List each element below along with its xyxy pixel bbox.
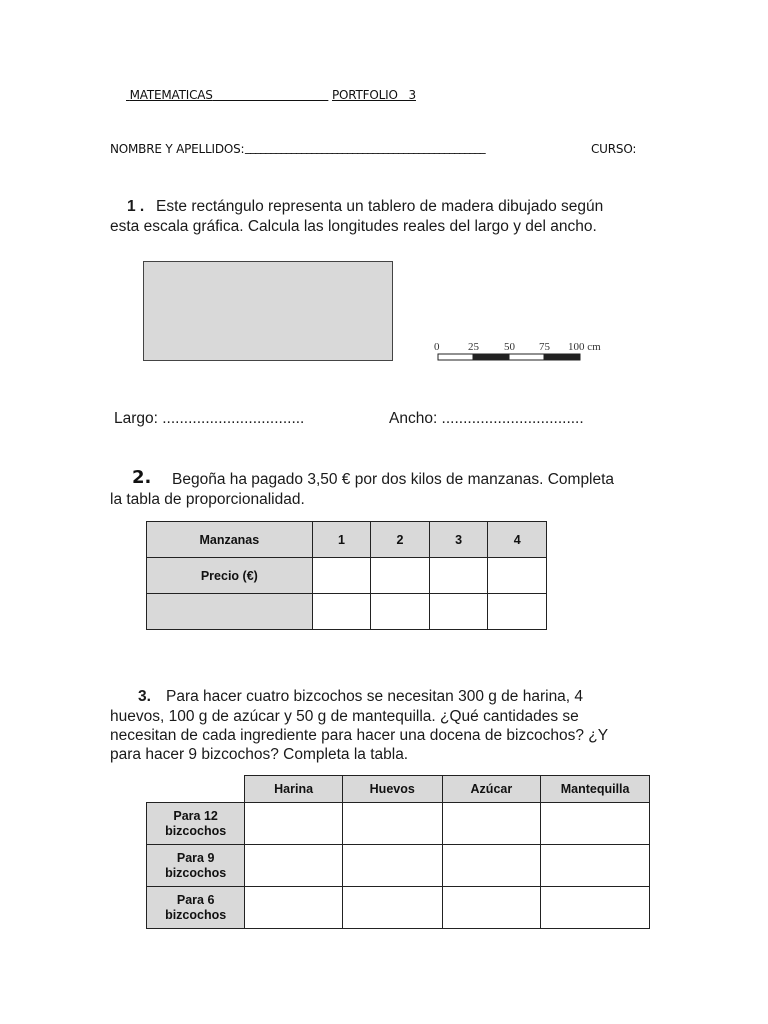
q2-number: 2. — [132, 467, 152, 488]
scale-segment-black — [544, 354, 580, 360]
q1-number: 1 . — [127, 198, 145, 215]
table-cell: 4 — [488, 522, 547, 558]
largo-answer-field[interactable]: Largo: ................................. — [114, 410, 305, 427]
answer-cell[interactable] — [245, 803, 343, 845]
proportionality-table — [146, 521, 547, 630]
answer-cell[interactable] — [371, 558, 430, 594]
q2-text-line1: Begoña ha pagado 3,50 € por dos kilos de manzanas. Completa — [172, 471, 615, 488]
answer-cell[interactable] — [245, 887, 343, 929]
empty-corner-cell — [147, 776, 245, 803]
answer-cell[interactable] — [442, 803, 541, 845]
wooden-board-rectangle — [143, 261, 393, 361]
row-header-empty[interactable] — [147, 594, 313, 630]
table-row — [147, 845, 650, 887]
course-label: CURSO: — [591, 142, 637, 156]
q3-text-line1: Para hacer cuatro bizcochos se necesitan 300 g de harina, 4 — [166, 688, 584, 705]
table-row — [147, 558, 547, 594]
answer-cell[interactable] — [541, 887, 650, 929]
answer-cell[interactable] — [541, 845, 650, 887]
answer-cell[interactable] — [442, 845, 541, 887]
scale-segment-white — [509, 354, 544, 360]
table-cell: 2 — [371, 522, 430, 558]
scale-tick-label: 50 — [504, 341, 515, 353]
answer-cell[interactable] — [342, 887, 442, 929]
scale-tick-label: 75 — [539, 341, 550, 353]
q3-text-line4: para hacer 9 bizcochos? Completa la tabla. — [110, 746, 409, 763]
q1-text-line1: Este rectángulo representa un tablero de madera dibujado según — [156, 198, 604, 215]
table-cell: 3 — [429, 522, 488, 558]
answer-cell[interactable] — [342, 803, 442, 845]
column-header-mantequilla: Mantequilla — [541, 776, 650, 803]
table-row — [147, 776, 650, 803]
name-line[interactable]: _______________________________________________ — [245, 140, 485, 154]
table-row — [147, 887, 650, 929]
row-header-manzanas: Manzanas — [147, 522, 313, 558]
q1-text-line2: esta escala gráfica. Calcula las longitudes reales del largo y del ancho. — [110, 218, 597, 235]
answer-cell[interactable] — [312, 594, 371, 630]
answer-cell[interactable] — [442, 887, 541, 929]
ingredients-table — [146, 775, 650, 929]
scale-tick-label: 25 — [468, 341, 479, 353]
answer-cell[interactable] — [541, 803, 650, 845]
subject-title: MATEMATICAS — [129, 88, 213, 102]
table-row — [147, 594, 547, 630]
scale-segment-white — [438, 354, 473, 360]
answer-cell[interactable] — [488, 594, 547, 630]
answer-cell[interactable] — [429, 558, 488, 594]
row-header-9: Para 9 bizcochos — [147, 845, 245, 887]
q3-text-line3: necesitan de cada ingrediente para hacer una docena de bizcochos? ¿Y — [110, 727, 609, 744]
answer-cell[interactable] — [245, 845, 343, 887]
answer-cell[interactable] — [429, 594, 488, 630]
q3-text-line2: huevos, 100 g de azúcar y 50 g de mantequilla. ¿Qué cantidades se — [110, 708, 579, 725]
row-header-12: Para 12 bizcochos — [147, 803, 245, 845]
table-row — [147, 522, 547, 558]
column-header-huevos: Huevos — [342, 776, 442, 803]
ancho-answer-field[interactable]: Ancho: ................................. — [389, 410, 584, 427]
scale-tick-label: 100 cm — [568, 341, 601, 353]
column-header-harina: Harina — [245, 776, 343, 803]
q3-number: 3. — [138, 688, 151, 705]
table-row — [147, 803, 650, 845]
answer-cell[interactable] — [342, 845, 442, 887]
answer-cell[interactable] — [488, 558, 547, 594]
portfolio-title: PORTFOLIO 3 — [332, 88, 416, 102]
answer-cell[interactable] — [312, 558, 371, 594]
scale-tick-label: 0 — [434, 341, 440, 353]
graphic-scale — [430, 338, 620, 366]
answer-cell[interactable] — [371, 594, 430, 630]
scale-segment-black — [473, 354, 509, 360]
q2-text-line2: la tabla de proporcionalidad. — [110, 491, 305, 508]
table-cell: 1 — [312, 522, 371, 558]
row-header-precio: Precio (€) — [147, 558, 313, 594]
row-header-6: Para 6 bizcochos — [147, 887, 245, 929]
column-header-azucar: Azúcar — [442, 776, 541, 803]
name-label: NOMBRE Y APELLIDOS: — [110, 142, 245, 156]
